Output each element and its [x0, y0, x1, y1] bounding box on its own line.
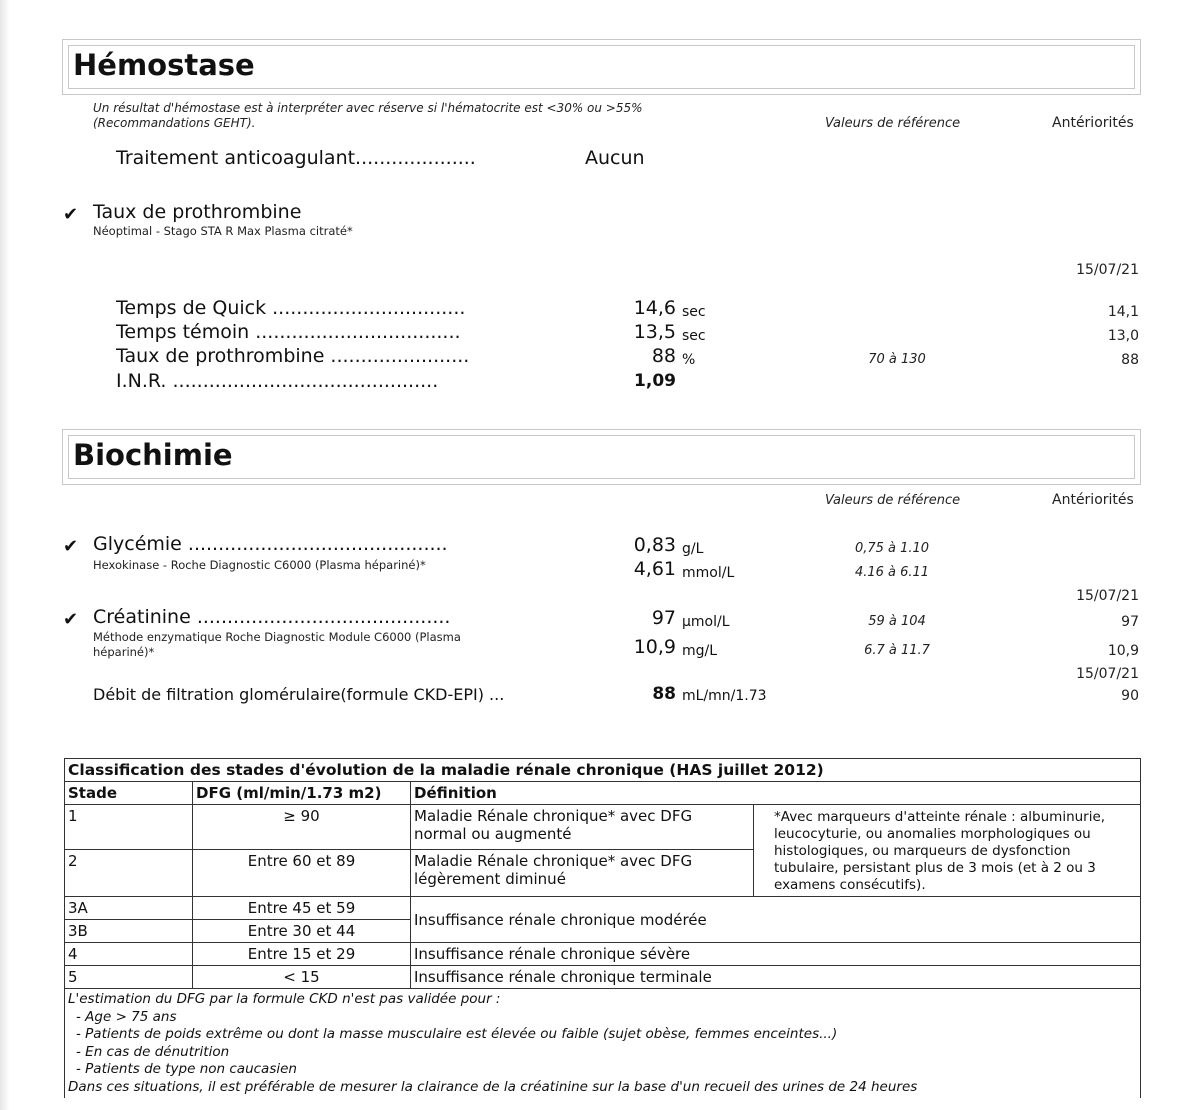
- row-unit-quick: sec: [682, 304, 706, 320]
- side-note: *Avec marqueurs d'atteinte rénale : albuminurie, leucocyturie, ou anomalies morphologiques ou histologiques, ou marqueurs de dysfonction tubulaire, persistant plus de 3 mois (et à 2 ou 3 examens consécutifs).: [754, 805, 1141, 897]
- dfg-cell: Entre 60 et 89: [193, 850, 411, 897]
- row-ant-quick: 14,1: [1107, 304, 1139, 320]
- dfg-cell: Entre 15 et 29: [193, 943, 411, 966]
- definition-cell: Insuffisance rénale chronique terminale: [411, 966, 1141, 989]
- table-row: [65, 897, 1141, 920]
- definition-line: Maladie Rénale chronique* avec DFG: [414, 807, 693, 825]
- creatinine-ref-mgl: 6.7 à 11.7: [864, 643, 930, 658]
- footnote-item: - En cas de dénutrition: [76, 1043, 230, 1060]
- anticoag-label: Traitement anticoagulant....................: [116, 147, 476, 169]
- glycemie-ref-gl: 0,75 à 1.10: [854, 541, 930, 556]
- footnote-intro: L'estimation du DFG par la formule CKD n'est pas validée pour :: [68, 991, 501, 1007]
- table-caption: Classification des stades d'évolution de la maladie rénale chronique (HAS juillet 2012): [65, 759, 1141, 782]
- creatinine-ant-mgl: 10,9: [1107, 643, 1139, 659]
- stade-cell: 5: [65, 966, 193, 989]
- creatinine-value-umol: 97: [651, 607, 676, 629]
- hemostase-ref-header: Valeurs de référence: [825, 116, 961, 131]
- section-title-biochimie: Biochimie: [73, 438, 233, 472]
- dfg-label: Débit de filtration glomérulaire(formule CKD-EPI) ...: [93, 685, 505, 704]
- row-value-quick: 14,6: [633, 297, 676, 319]
- dfg-ant-date: 15/07/21: [1076, 666, 1139, 682]
- table-footnote-row: [65, 989, 1141, 1099]
- biochimie-ant-header: Antériorités: [1052, 492, 1134, 508]
- table-row: [65, 805, 1141, 850]
- anticoag-value: Aucun: [585, 147, 645, 169]
- creatinine-ant-umol: 97: [1121, 614, 1139, 630]
- hemostase-header-box: [62, 39, 1141, 95]
- creatinine-value-mgl: 10,9: [633, 636, 676, 658]
- creatinine-unit-mgl: mg/L: [682, 643, 718, 659]
- creatinine-ant-date: 15/07/21: [1076, 588, 1139, 604]
- row-unit-temoin: sec: [682, 328, 706, 344]
- table-footnote: [65, 989, 1141, 1099]
- definition-cell-moderee: Insuffisance rénale chronique modérée: [411, 897, 1141, 943]
- glycemie-value-gl: 0,83: [633, 534, 676, 556]
- hemostase-note-line1: Un résultat d'hémostase est à interpréter avec réserve si l'hématocrite est <30% ou >55%: [93, 101, 643, 115]
- definition-line: normal ou augmenté: [414, 825, 572, 843]
- glycemie-label: Glycémie ...........................................: [93, 533, 448, 555]
- row-ant-tp: 88: [1121, 352, 1139, 368]
- stade-cell: 3A: [65, 897, 193, 920]
- row-label-tp: Taux de prothrombine .......................: [116, 345, 470, 367]
- creatinine-unit-umol: µmol/L: [682, 614, 730, 630]
- creatinine-method-line1: Méthode enzymatique Roche Diagnostic Module C6000 (Plasma: [93, 630, 461, 644]
- glycemie-value-mmol: 4,61: [633, 558, 676, 580]
- row-value-inr: 1,09: [634, 371, 676, 391]
- header-dfg: DFG (ml/min/1.73 m2): [193, 782, 411, 805]
- row-label-temoin: Temps témoin ..................................: [116, 321, 461, 343]
- row-value-tp: 88: [651, 345, 676, 367]
- section-title-hemostase: Hémostase: [73, 48, 255, 82]
- header-definition: Définition: [411, 782, 1141, 805]
- tp-ant-date: 15/07/21: [1076, 262, 1139, 278]
- row-ant-temoin: 13,0: [1107, 328, 1139, 344]
- tp-title: Taux de prothrombine: [93, 201, 302, 223]
- table-row: [65, 943, 1141, 966]
- stade-cell: 1: [65, 805, 193, 850]
- check-icon: ✔: [63, 609, 79, 630]
- tp-method: Néoptimal - Stago STA R Max Plasma citraté*: [93, 224, 353, 238]
- hemostase-note-line2: (Recommandations GEHT).: [93, 116, 256, 130]
- check-icon: ✔: [63, 536, 79, 557]
- footnote-item: - Patients de type non caucasien: [76, 1061, 297, 1077]
- footnote-item: - Age > 75 ans: [76, 1008, 177, 1025]
- footnote-conclusion: Dans ces situations, il est préférable de mesurer la clairance de la créatinine sur la base d'un recueil des urines de 24 heures: [68, 1078, 918, 1095]
- dfg-cell: Entre 45 et 59: [193, 897, 411, 920]
- stade-cell: 3B: [65, 920, 193, 943]
- stade-cell: 2: [65, 850, 193, 897]
- header-stade: Stade: [65, 782, 193, 805]
- biochimie-ref-header: Valeurs de référence: [825, 493, 961, 508]
- dfg-unit: mL/mn/1.73: [682, 688, 767, 704]
- definition-line: légèrement diminué: [414, 870, 566, 889]
- footnote-item: - Patients de poids extrême ou dont la masse musculaire est élevée ou faible (sujet obèse, femmes enceintes...): [76, 1026, 838, 1042]
- dfg-cell: Entre 30 et 44: [193, 920, 411, 943]
- creatinine-label: Créatinine ..........................................: [93, 606, 451, 628]
- dfg-cell: ≥ 90: [193, 805, 411, 850]
- dfg-value: 88: [652, 684, 676, 704]
- row-value-temoin: 13,5: [633, 321, 676, 343]
- row-label-inr: I.N.R. ............................................: [116, 370, 439, 392]
- table-header-row: [65, 782, 1141, 805]
- glycemie-unit-gl: g/L: [682, 541, 704, 557]
- dfg-ant: 90: [1121, 688, 1139, 704]
- row-label-quick: Temps de Quick ................................: [116, 297, 466, 319]
- stade-cell: 4: [65, 943, 193, 966]
- biochimie-header-box: [62, 429, 1141, 485]
- table-caption-row: [65, 759, 1141, 782]
- definition-cell: [411, 805, 754, 850]
- table-row: [65, 966, 1141, 989]
- creatinine-ref-umol: 59 à 104: [868, 614, 926, 629]
- check-icon: ✔: [63, 204, 79, 225]
- definition-cell: Insuffisance rénale chronique sévère: [411, 943, 1141, 966]
- row-unit-tp: %: [682, 352, 696, 368]
- row-ref-tp: 70 à 130: [868, 352, 926, 367]
- ckd-classification-table: [64, 758, 1141, 1098]
- hemostase-ant-header: Antériorités: [1052, 115, 1134, 131]
- glycemie-method: Hexokinase - Roche Diagnostic C6000 (Plasma hépariné)*: [93, 558, 426, 572]
- glycemie-unit-mmol: mmol/L: [682, 565, 735, 581]
- glycemie-ref-mmol: 4.16 à 6.11: [854, 565, 930, 580]
- creatinine-method-line2: hépariné)*: [93, 645, 155, 659]
- definition-cell: [411, 850, 754, 897]
- definition-line: Maladie Rénale chronique* avec DFG: [414, 852, 693, 871]
- dfg-cell: < 15: [193, 966, 411, 989]
- page-edge-shadow: [0, 0, 10, 1110]
